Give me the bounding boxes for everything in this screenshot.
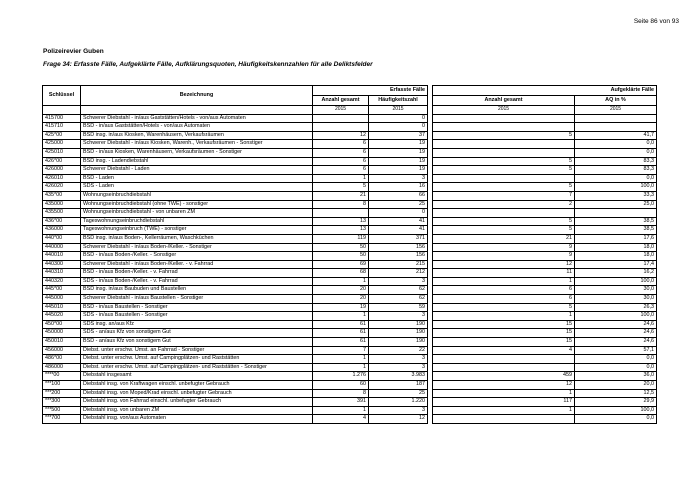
cell-bezeichnung: Schwerer Diebstahl - in/aus Baustellen - Sonstiger (81, 295, 313, 304)
cell-aq (575, 123, 657, 132)
cell-schluessel: 415710 (43, 123, 81, 132)
cell-aq: 0,0 (575, 174, 657, 183)
cell-schluessel: 426010 (43, 174, 81, 183)
table-row (43, 226, 657, 235)
cell-schluessel: ***500 (43, 406, 81, 415)
table-row (43, 252, 657, 261)
cell-haeufigkeitszahl: 25 (369, 389, 428, 398)
cell-aq: 17,6 (575, 234, 657, 243)
cell-erfasst-anzahl: 50 (313, 243, 369, 252)
page-number: Seite 86 von 93 (633, 18, 679, 25)
cell-bezeichnung: BSD - in/aus Boden-/Keller. - Sonstiger (81, 252, 313, 261)
cell-bezeichnung: Diebst. unter erschw. Umst. auf Campingplätzen- und Raststätten (81, 355, 313, 364)
cell-haeufigkeitszahl: 41 (369, 217, 428, 226)
cell-erfasst-anzahl: 5 (313, 183, 369, 192)
header-anzahl-gesamt: Anzahl gesamt (313, 96, 369, 106)
cell-aufgeklaert-anzahl: 5 (433, 226, 575, 235)
cell-aq: 24,6 (575, 329, 657, 338)
cell-erfasst-anzahl: 7 (313, 346, 369, 355)
table-row (43, 191, 657, 200)
header-year-1: 2015 (313, 106, 369, 115)
cell-schluessel: ***200 (43, 389, 81, 398)
cell-aq: 17,4 (575, 260, 657, 269)
cell-haeufigkeitszahl: 19 (369, 148, 428, 157)
cell-erfasst-anzahl: 19 (313, 303, 369, 312)
cell-erfasst-anzahl: 13 (313, 226, 369, 235)
cell-aufgeklaert-anzahl (433, 415, 575, 424)
cell-aufgeklaert-anzahl: 15 (433, 320, 575, 329)
header-aq: AQ in % (575, 96, 657, 106)
cell-erfasst-anzahl: 50 (313, 252, 369, 261)
cell-aufgeklaert-anzahl (433, 174, 575, 183)
cell-bezeichnung: Diebst. unter erschw. Umst. auf Campingplätzen- und Raststätten - Sonstiger (81, 363, 313, 372)
cell-haeufigkeitszahl: 0 (369, 114, 428, 123)
cell-haeufigkeitszahl: 156 (369, 243, 428, 252)
cell-erfasst-anzahl: 6 (313, 157, 369, 166)
table-row (43, 200, 657, 209)
table-row (43, 183, 657, 192)
cell-bezeichnung: SDS - in/aus Baustellen - Sonstiger (81, 312, 313, 321)
header-year-4: 2015 (575, 106, 657, 115)
cell-haeufigkeitszahl: 12 (369, 415, 428, 424)
cell-aufgeklaert-anzahl: 7 (433, 191, 575, 200)
header-erfasste-faelle: Erfasste Fälle (313, 86, 428, 96)
cell-haeufigkeitszahl: 19 (369, 166, 428, 175)
table-row (43, 398, 657, 407)
question-title: Frage 34: Erfasste Fälle, Aufgeklärte Fälle, Aufklärungsquoten, Häufigkeitskennzahlen für alle Deliktsfelder (43, 61, 373, 68)
cell-bezeichnung: Tageswohnungseinbruch (TWE) - sonstiger (81, 226, 313, 235)
cell-aq: 83,3 (575, 166, 657, 175)
table-row (43, 355, 657, 364)
cell-haeufigkeitszahl: 215 (369, 260, 428, 269)
cell-bezeichnung: BSD - Laden (81, 174, 313, 183)
cell-haeufigkeitszahl: 22 (369, 346, 428, 355)
cell-schluessel: 435000 (43, 200, 81, 209)
cell-bezeichnung: BSD - in/aus Gaststätten/Hotels - von/aus Automaten (81, 123, 313, 132)
cell-bezeichnung: Schwerer Diebstahl - in/aus Gaststätten/Hotels - von/aus Automaten (81, 114, 313, 123)
cell-aq: 25,0 (575, 200, 657, 209)
cell-erfasst-anzahl: 6 (313, 166, 369, 175)
cell-schluessel: 450000 (43, 329, 81, 338)
table-row (43, 286, 657, 295)
cell-erfasst-anzahl: 13 (313, 217, 369, 226)
header-year-2: 2015 (369, 106, 428, 115)
cell-bezeichnung: BSD - an/aus Kfz von sonstigem Gut (81, 338, 313, 347)
cell-aufgeklaert-anzahl: 9 (433, 243, 575, 252)
cell-bezeichnung: Diebstahl insg. von/aus Automaten (81, 415, 313, 424)
cell-haeufigkeitszahl: 25 (369, 200, 428, 209)
cell-haeufigkeitszahl: 62 (369, 295, 428, 304)
cell-schluessel: 436000 (43, 226, 81, 235)
cell-aufgeklaert-anzahl: 5 (433, 166, 575, 175)
cell-haeufigkeitszahl: 59 (369, 303, 428, 312)
cell-aq: 0,0 (575, 140, 657, 149)
cell-schluessel: ***100 (43, 381, 81, 390)
cell-schluessel: 426020 (43, 183, 81, 192)
table-row (43, 338, 657, 347)
table-row (43, 381, 657, 390)
cell-haeufigkeitszahl: 1.220 (369, 398, 428, 407)
cell-aq: 100,0 (575, 277, 657, 286)
table-row (43, 114, 657, 123)
cell-haeufigkeitszahl: 37 (369, 131, 428, 140)
cell-aufgeklaert-anzahl: 117 (433, 398, 575, 407)
cell-schluessel: 435*00 (43, 191, 81, 200)
table-row (43, 389, 657, 398)
cell-schluessel: 435500 (43, 209, 81, 218)
table-row (43, 406, 657, 415)
cell-aufgeklaert-anzahl (433, 209, 575, 218)
cell-haeufigkeitszahl: 190 (369, 320, 428, 329)
cell-schluessel: 440010 (43, 252, 81, 261)
cell-bezeichnung: BSD insg. - Ladendiebstahl (81, 157, 313, 166)
cell-schluessel: 440*00 (43, 234, 81, 243)
cell-bezeichnung: BSD - in/aus Kiosken, Warenhäusern, Verkaufsräumen - Sonstiger (81, 148, 313, 157)
cell-haeufigkeitszahl: 156 (369, 252, 428, 261)
cell-schluessel: 445010 (43, 303, 81, 312)
cell-aq: 18,0 (575, 252, 657, 261)
cell-aq: 57,1 (575, 346, 657, 355)
table-row (43, 329, 657, 338)
cell-haeufigkeitszahl: 62 (369, 286, 428, 295)
cell-erfasst-anzahl: 61 (313, 338, 369, 347)
cell-aufgeklaert-anzahl: 1 (433, 312, 575, 321)
cell-aq: 38,5 (575, 217, 657, 226)
cell-aq: 38,5 (575, 226, 657, 235)
cell-aufgeklaert-anzahl: 9 (433, 252, 575, 261)
cell-haeufigkeitszahl: 187 (369, 381, 428, 390)
table-row (43, 157, 657, 166)
cell-aufgeklaert-anzahl: 5 (433, 157, 575, 166)
cell-schluessel: 426*00 (43, 157, 81, 166)
cell-schluessel: 445020 (43, 312, 81, 321)
cell-bezeichnung: Wohnungseinbruchdiebstahl - von unbaren ZM (81, 209, 313, 218)
table-row (43, 148, 657, 157)
cell-bezeichnung: Schwerer Diebstahl - in/aus Boden-/Keller. - v. Fahrrad (81, 260, 313, 269)
cell-aufgeklaert-anzahl: 5 (433, 183, 575, 192)
cell-haeufigkeitszahl: 3 (369, 312, 428, 321)
organization-heading: Polizeirevier Guben (43, 48, 104, 55)
cell-haeufigkeitszahl: 19 (369, 140, 428, 149)
cell-schluessel: 425010 (43, 148, 81, 157)
cell-schluessel: ****00 (43, 372, 81, 381)
cell-erfasst-anzahl: 8 (313, 389, 369, 398)
cell-bezeichnung: BSD insg. in/aus Baubuden und Baustellen (81, 286, 313, 295)
cell-bezeichnung: BSD - in/aus Baustellen - Sonstiger (81, 303, 313, 312)
cell-erfasst-anzahl: 1 (313, 355, 369, 364)
cell-bezeichnung: Diebstahl insg. von Kraftwagen einschl. unbefugter Gebrauch (81, 381, 313, 390)
header-aufgeklaerte-label: Aufgeklärte Fälle (610, 87, 655, 93)
cell-haeufigkeitszahl: 3 (369, 363, 428, 372)
cell-aq: 100,0 (575, 183, 657, 192)
cell-erfasst-anzahl: 69 (313, 260, 369, 269)
table-row (43, 166, 657, 175)
cell-haeufigkeitszahl: 3 (369, 355, 428, 364)
cell-bezeichnung: Diebstahl insg. von Moped/Krad einschl. unbefugter Gebrauch (81, 389, 313, 398)
cell-haeufigkeitszahl: 3 (369, 277, 428, 286)
cell-aufgeklaert-anzahl: 12 (433, 381, 575, 390)
cell-schluessel: 426000 (43, 166, 81, 175)
table-row (43, 269, 657, 278)
cell-erfasst-anzahl: 1 (313, 406, 369, 415)
cell-schluessel: 456000 (43, 346, 81, 355)
cell-erfasst-anzahl (313, 209, 369, 218)
cell-aq: 30,0 (575, 286, 657, 295)
cell-erfasst-anzahl: 60 (313, 381, 369, 390)
cell-aufgeklaert-anzahl: 5 (433, 303, 575, 312)
cell-schluessel: 440000 (43, 243, 81, 252)
cell-bezeichnung: BSD - in/aus Boden-/Keller. - v. Fahrrad (81, 269, 313, 278)
cell-aq: 18,0 (575, 243, 657, 252)
cell-schluessel: 486000 (43, 363, 81, 372)
table-row (43, 415, 657, 424)
cell-aq: 30,0 (575, 295, 657, 304)
cell-aq: 41,7 (575, 131, 657, 140)
cell-aq: 24,6 (575, 320, 657, 329)
table-row (43, 320, 657, 329)
table-row (43, 295, 657, 304)
table-row (43, 363, 657, 372)
cell-aufgeklaert-anzahl: 1 (433, 277, 575, 286)
cell-schluessel: 440310 (43, 269, 81, 278)
cell-aq: 100,0 (575, 406, 657, 415)
cell-bezeichnung: Schwerer Diebstahl - Laden (81, 166, 313, 175)
cell-schluessel: 445*00 (43, 286, 81, 295)
cell-aufgeklaert-anzahl: 5 (433, 131, 575, 140)
cell-aufgeklaert-anzahl: 6 (433, 295, 575, 304)
cell-schluessel: 486*00 (43, 355, 81, 364)
cell-bezeichnung: Wohnungseinbruchdiebstahl (81, 191, 313, 200)
cell-aufgeklaert-anzahl (433, 148, 575, 157)
cell-bezeichnung: Wohnungseinbruchdiebstahl (ohne TWE) - sonstiger (81, 200, 313, 209)
table-row (43, 174, 657, 183)
cell-erfasst-anzahl: 20 (313, 295, 369, 304)
cell-haeufigkeitszahl: 19 (369, 157, 428, 166)
cell-aq: 0,0 (575, 363, 657, 372)
table-row (43, 131, 657, 140)
cell-aufgeklaert-anzahl (433, 114, 575, 123)
cell-erfasst-anzahl: 68 (313, 269, 369, 278)
cell-haeufigkeitszahl: 3 (369, 174, 428, 183)
cell-bezeichnung: Diebstahl insg. von Fahrrad einschl. unbefugter Gebrauch (81, 398, 313, 407)
cell-erfasst-anzahl: 1 (313, 174, 369, 183)
cell-aufgeklaert-anzahl: 15 (433, 329, 575, 338)
cell-aufgeklaert-anzahl (433, 355, 575, 364)
cell-haeufigkeitszahl: 371 (369, 234, 428, 243)
cell-erfasst-anzahl: 6 (313, 140, 369, 149)
cell-bezeichnung: SDS - in/aus Boden-/Keller. - v. Fahrrad (81, 277, 313, 286)
cell-bezeichnung: Diebstahl insg. von unbaren ZM (81, 406, 313, 415)
table-row (43, 209, 657, 218)
cell-aufgeklaert-anzahl: 6 (433, 286, 575, 295)
cell-aq: 26,3 (575, 303, 657, 312)
cell-aq: 20,0 (575, 381, 657, 390)
cell-aq: 36,0 (575, 372, 657, 381)
cell-erfasst-anzahl: 20 (313, 286, 369, 295)
cell-erfasst-anzahl: 61 (313, 329, 369, 338)
cell-schluessel: 440300 (43, 260, 81, 269)
header-anzahl-gesamt-2: Anzahl gesamt (433, 96, 575, 106)
table-row (43, 303, 657, 312)
cell-aufgeklaert-anzahl (433, 363, 575, 372)
cell-aufgeklaert-anzahl: 5 (433, 217, 575, 226)
cell-aufgeklaert-anzahl: 459 (433, 372, 575, 381)
header-bezeichnung: Bezeichnung (81, 86, 313, 106)
cell-aq: 100,0 (575, 312, 657, 321)
cell-erfasst-anzahl: 1 (313, 277, 369, 286)
table-row (43, 217, 657, 226)
cell-erfasst-anzahl: 8 (313, 200, 369, 209)
cell-haeufigkeitszahl: 3.983 (369, 372, 428, 381)
cell-aufgeklaert-anzahl: 2 (433, 200, 575, 209)
cell-aq (575, 114, 657, 123)
cell-aq: 0,0 (575, 415, 657, 424)
statistics-table (42, 85, 657, 424)
cell-aq: 33,3 (575, 191, 657, 200)
cell-erfasst-anzahl: 61 (313, 320, 369, 329)
table-row (43, 277, 657, 286)
cell-haeufigkeitszahl: 190 (369, 329, 428, 338)
table-row (43, 140, 657, 149)
cell-bezeichnung: SDS insg. an/aus Kfz (81, 320, 313, 329)
header-schluessel: Schlüssel (43, 86, 81, 106)
cell-aq: 83,3 (575, 157, 657, 166)
cell-erfasst-anzahl: 1 (313, 312, 369, 321)
cell-schluessel: 415700 (43, 114, 81, 123)
cell-bezeichnung: BSD insg. in/aus Kiosken, Warenhäusern, Verkaufsräumen (81, 131, 313, 140)
cell-schluessel: 425*00 (43, 131, 81, 140)
cell-bezeichnung: BSD insg. in/aus Boden-, Kellerräumen, Waschküchen (81, 234, 313, 243)
cell-aufgeklaert-anzahl (433, 140, 575, 149)
cell-aufgeklaert-anzahl: 21 (433, 234, 575, 243)
cell-schluessel: 436*00 (43, 217, 81, 226)
cell-haeufigkeitszahl: 0 (369, 209, 428, 218)
cell-aufgeklaert-anzahl: 11 (433, 269, 575, 278)
cell-bezeichnung: Diebstahl insgesamt (81, 372, 313, 381)
cell-haeufigkeitszahl: 212 (369, 269, 428, 278)
table-row (43, 312, 657, 321)
cell-bezeichnung: Schwerer Diebstahl - in/aus Boden-/Keller. - Sonstiger (81, 243, 313, 252)
header-haeufigkeitszahl: Häufigkeitszahl (369, 96, 428, 106)
cell-aufgeklaert-anzahl: 15 (433, 338, 575, 347)
cell-aufgeklaert-anzahl: 1 (433, 389, 575, 398)
cell-aq: 0,0 (575, 148, 657, 157)
cell-schluessel: 450*00 (43, 320, 81, 329)
cell-haeufigkeitszahl: 16 (369, 183, 428, 192)
cell-schluessel: 445000 (43, 295, 81, 304)
cell-erfasst-anzahl: 119 (313, 234, 369, 243)
cell-bezeichnung: SDS - an/aus Kfz von sonstigem Gut (81, 329, 313, 338)
cell-aq: 29,9 (575, 398, 657, 407)
cell-erfasst-anzahl: 12 (313, 131, 369, 140)
table-row (43, 372, 657, 381)
cell-erfasst-anzahl: 21 (313, 191, 369, 200)
table-row (43, 260, 657, 269)
cell-aufgeklaert-anzahl: 1 (433, 406, 575, 415)
cell-erfasst-anzahl: 1.276 (313, 372, 369, 381)
cell-bezeichnung: Tageswohnungseinbruchdiebstahl (81, 217, 313, 226)
cell-haeufigkeitszahl: 190 (369, 338, 428, 347)
cell-haeufigkeitszahl: 3 (369, 406, 428, 415)
cell-erfasst-anzahl: 6 (313, 148, 369, 157)
cell-aq: 24,6 (575, 338, 657, 347)
table-body (43, 114, 657, 423)
cell-aq: 16,2 (575, 269, 657, 278)
table-row (43, 346, 657, 355)
cell-bezeichnung: Schwerer Diebstahl - in/aus Kiosken, Warenh., Verkaufsräumen - Sonstiger (81, 140, 313, 149)
cell-erfasst-anzahl: 391 (313, 398, 369, 407)
cell-bezeichnung: Diebst. unter erschw. Umst. an Fahrrad - Sonstiger (81, 346, 313, 355)
table-row (43, 234, 657, 243)
header-aufgeklaerte-faelle (433, 86, 657, 96)
cell-haeufigkeitszahl: 0 (369, 123, 428, 132)
table-row (43, 243, 657, 252)
cell-aufgeklaert-anzahl: 12 (433, 260, 575, 269)
cell-aufgeklaert-anzahl (433, 123, 575, 132)
cell-aq: 0,0 (575, 355, 657, 364)
header-year-3: 2015 (433, 106, 575, 115)
cell-aq (575, 209, 657, 218)
cell-schluessel: 450010 (43, 338, 81, 347)
cell-erfasst-anzahl (313, 123, 369, 132)
cell-haeufigkeitszahl: 41 (369, 226, 428, 235)
cell-schluessel: ***300 (43, 398, 81, 407)
cell-aq: 12,5 (575, 389, 657, 398)
cell-schluessel: ***700 (43, 415, 81, 424)
cell-schluessel: 440320 (43, 277, 81, 286)
cell-schluessel: 425000 (43, 140, 81, 149)
cell-erfasst-anzahl: 1 (313, 363, 369, 372)
table-row (43, 123, 657, 132)
cell-haeufigkeitszahl: 66 (369, 191, 428, 200)
cell-bezeichnung: SDS - Laden (81, 183, 313, 192)
cell-erfasst-anzahl (313, 114, 369, 123)
cell-aufgeklaert-anzahl: 4 (433, 346, 575, 355)
cell-erfasst-anzahl: 4 (313, 415, 369, 424)
